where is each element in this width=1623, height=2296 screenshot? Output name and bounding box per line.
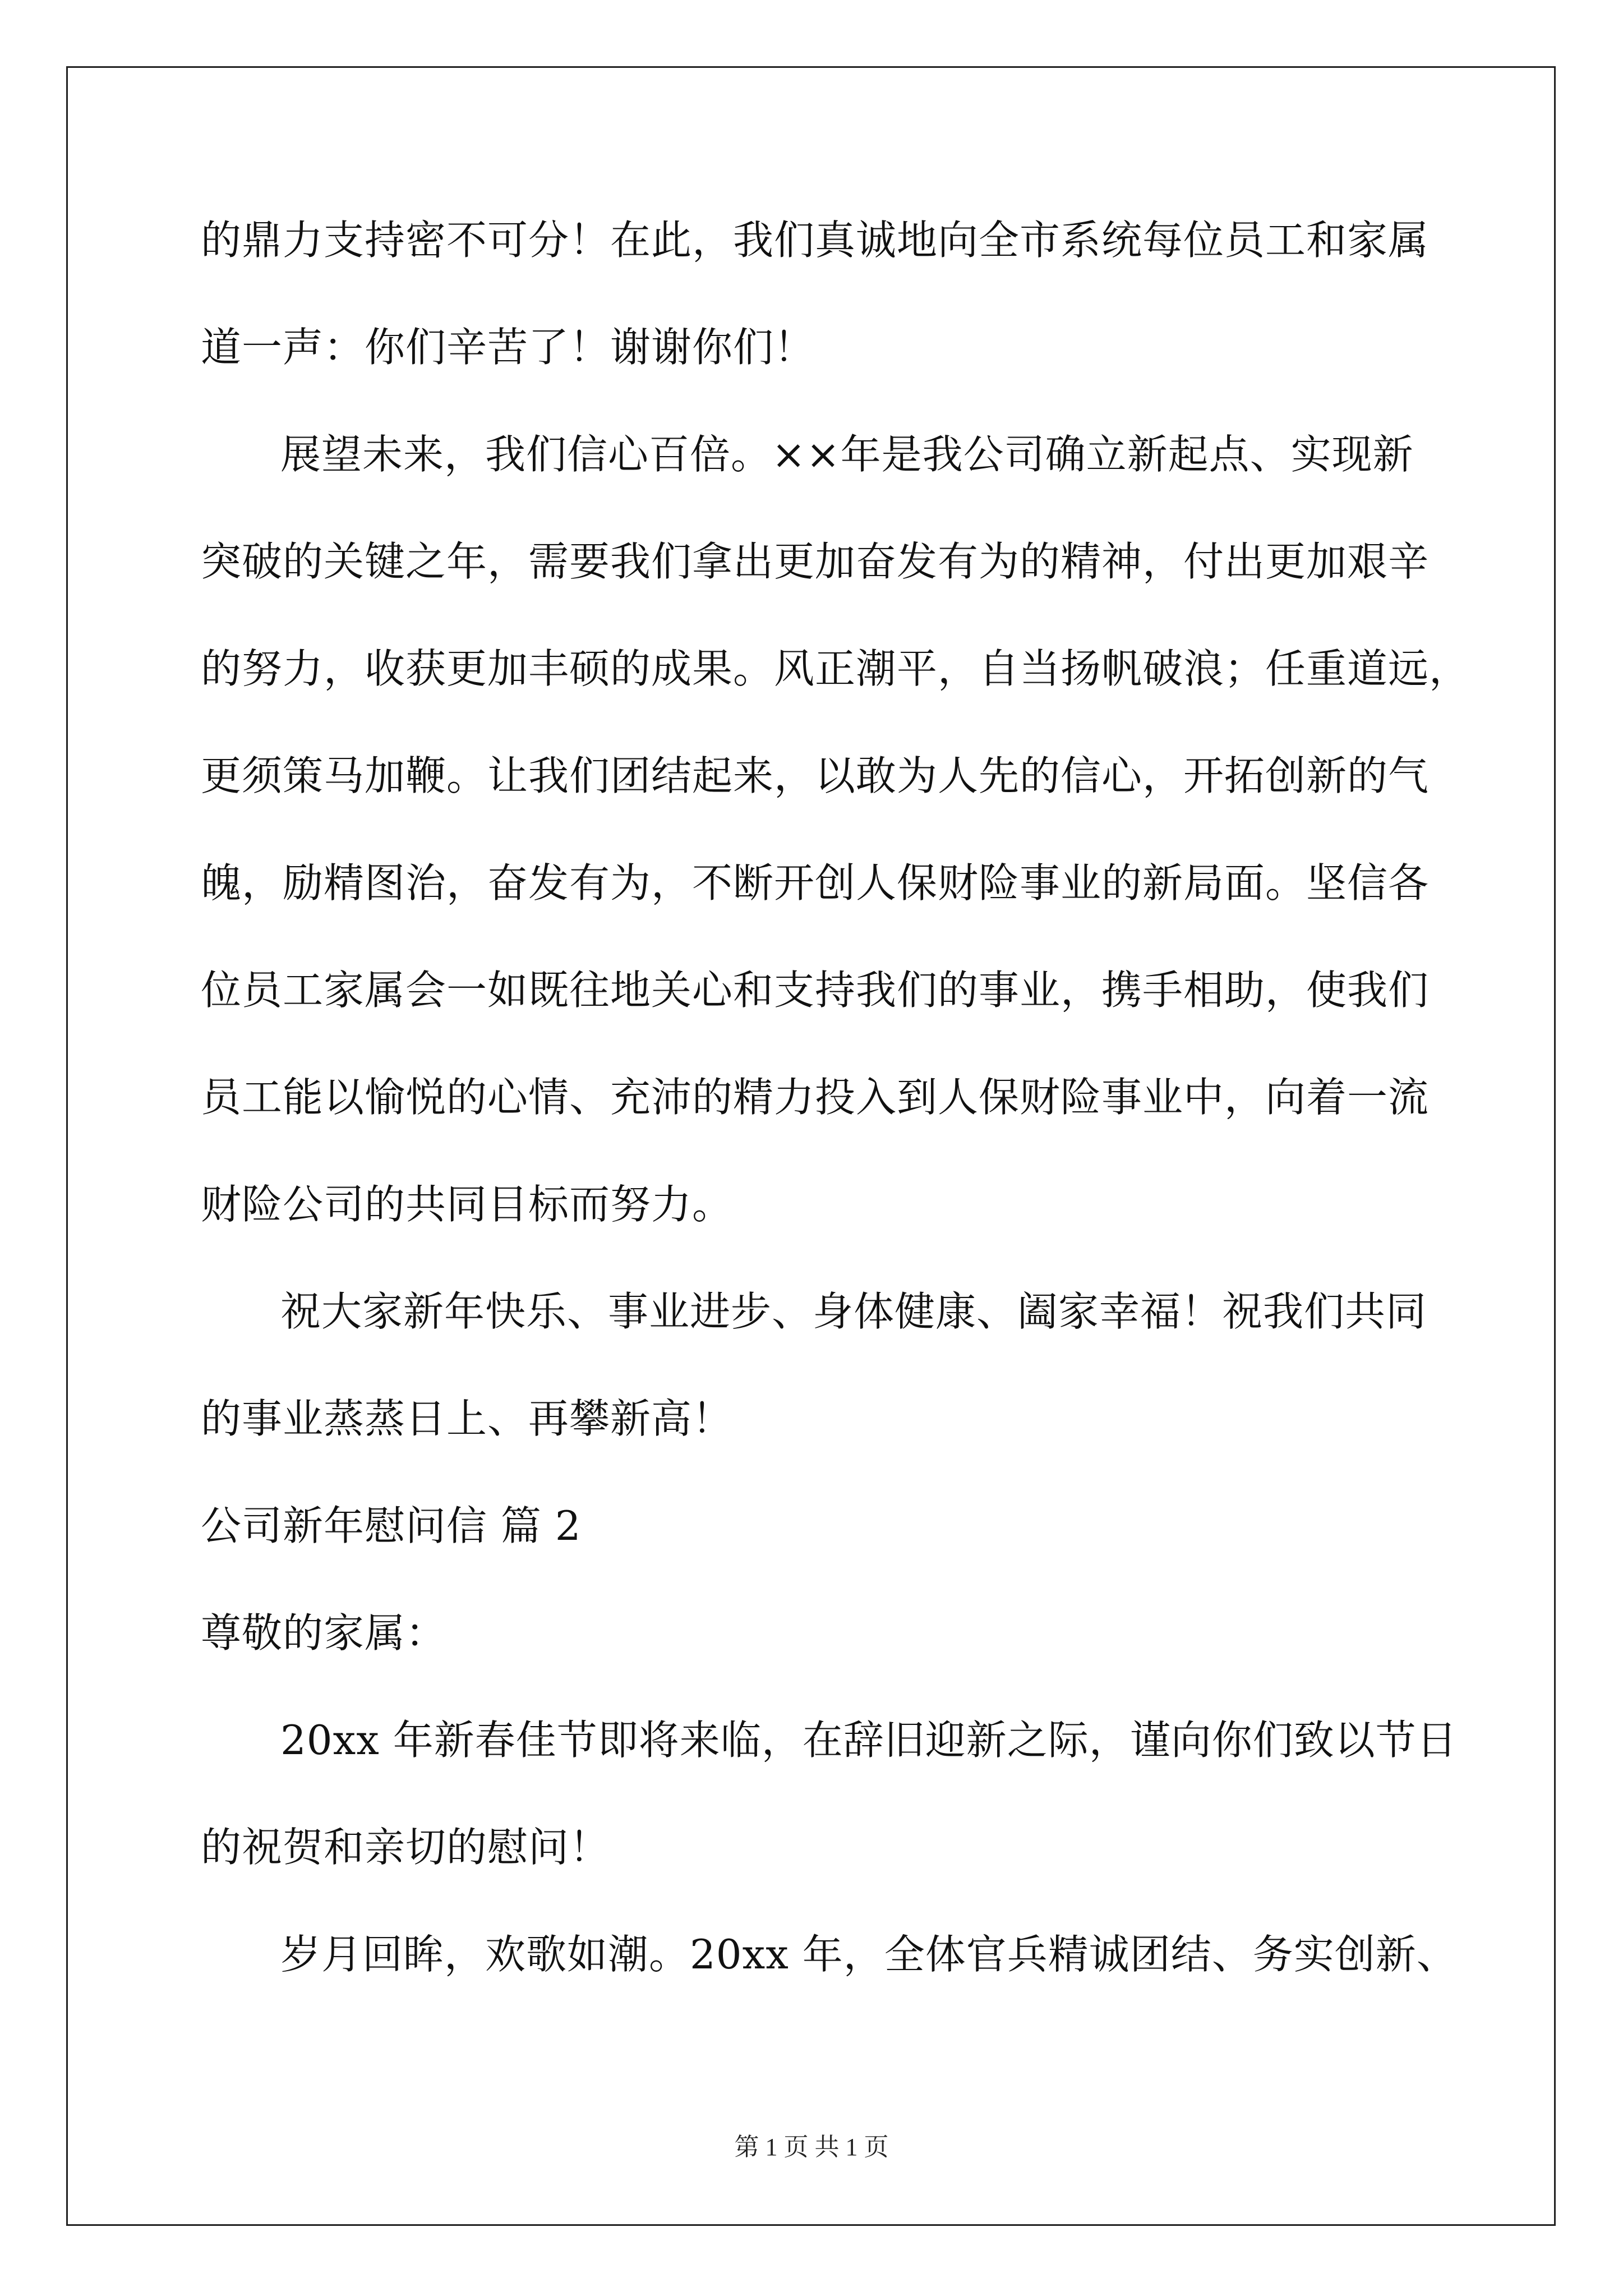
text-line: 的祝贺和亲切的慰问！ [201, 1824, 611, 1871]
paragraph-start-line: 祝大家新年快乐、事业进步、身体健康、阖家幸福！祝我们共同 [280, 1288, 1427, 1335]
text-line: 的鼎力支持密不可分！在此，我们真诚地向全市系统每位员工和家属 [201, 217, 1430, 264]
page-footer: 第 1 页 共 1 页 [734, 2133, 889, 2161]
text-line: 的事业蒸蒸日上、再攀新高！ [201, 1395, 734, 1442]
text-line: 道一声：你们辛苦了！谢谢你们！ [201, 324, 815, 371]
paragraph-start-line: 展望未来，我们信心百倍。××年是我公司确立新起点、实现新 [280, 431, 1414, 478]
text-line: 更须策马加鞭。让我们团结起来，以敢为人先的信心，开拓创新的气 [201, 752, 1430, 799]
text-line: 员工能以愉悦的心情、充沛的精力投入到人保财险事业中，向着一流 [201, 1074, 1430, 1121]
text-line: 位员工家属会一如既往地关心和支持我们的事业，携手相助，使我们 [201, 967, 1430, 1014]
paragraph-start-line: 岁月回眸，欢歌如潮。20xx 年，全体官兵精诚团结、务实创新、 [280, 1931, 1458, 1978]
salutation: 尊敬的家属： [201, 1609, 447, 1657]
text-line: 魄，励精图治，奋发有为，不断开创人保财险事业的新局面。坚信各 [201, 859, 1430, 907]
text-line: 的努力，收获更加丰硕的成果。风正潮平，自当扬帆破浪；任重道远， [201, 645, 1470, 692]
paragraph-start-line: 20xx 年新春佳节即将来临，在辞旧迎新之际，谨向你们致以节日 [280, 1717, 1458, 1764]
text-line: 突破的关键之年，需要我们拿出更加奋发有为的精神，付出更加艰辛 [201, 538, 1430, 585]
text-line: 财险公司的共同目标而努力。 [201, 1181, 734, 1228]
page-border [66, 66, 1556, 2226]
section-heading: 公司新年慰问信 篇 2 [201, 1502, 582, 1549]
